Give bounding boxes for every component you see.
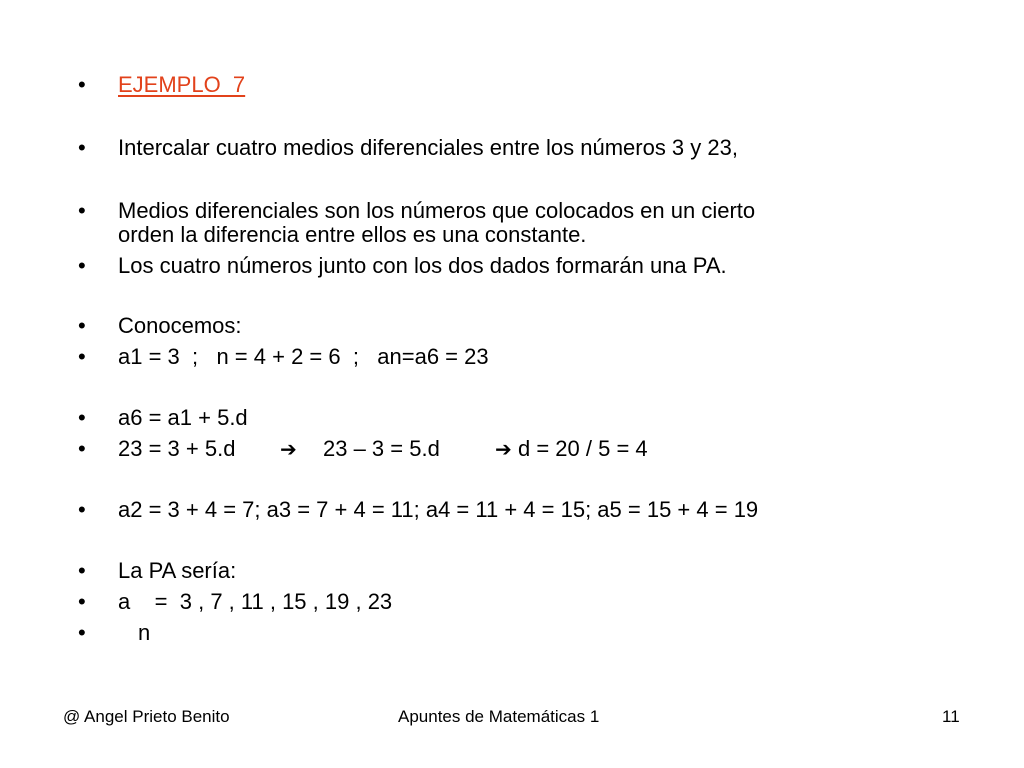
- footer-course: Apuntes de Matemáticas 1: [398, 707, 600, 726]
- bullet-icon: •: [78, 405, 86, 430]
- bullet-icon: •: [78, 198, 86, 223]
- bullet-icon: •: [78, 589, 86, 614]
- formula-text: a6 = a1 + 5.d: [118, 405, 248, 430]
- terms-text: a2 = 3 + 4 = 7; a3 = 7 + 4 = 11; a4 = 11 + 4 = 15; a5 = 15 + 4 = 19: [118, 497, 759, 522]
- bullet-icon: •: [78, 620, 86, 645]
- pa-note-text: Los cuatro números junto con los dos dados formarán una PA.: [118, 253, 727, 278]
- definition-line-1: Medios diferenciales son los números que colocados en un cierto: [118, 198, 756, 223]
- arrow-right-icon: ➔: [280, 437, 297, 461]
- known-label: Conocemos:: [118, 313, 242, 338]
- bullet-icon: •: [78, 436, 86, 461]
- footer-page-number: 11: [942, 707, 960, 726]
- bullet-icon: •: [78, 497, 86, 522]
- result-sequence: a = 3 , 7 , 11 , 15 , 19 , 23: [118, 589, 393, 614]
- arrow-right-icon: ➔: [495, 437, 512, 461]
- bullet-icon: •: [78, 135, 86, 160]
- known-values: a1 = 3 ; n = 4 + 2 = 6 ; an=a6 = 23: [118, 344, 489, 369]
- result-label: La PA sería:: [118, 558, 237, 583]
- intro-text: Intercalar cuatro medios diferenciales entre los números 3 y 23,: [118, 135, 738, 160]
- bullet-icon: •: [78, 253, 86, 278]
- example-heading: EJEMPLO_7: [118, 72, 246, 97]
- bullet-icon: •: [78, 72, 86, 97]
- bullet-icon: •: [78, 313, 86, 338]
- bullet-icon: •: [78, 344, 86, 369]
- solve-step-2: 23 – 3 = 5.d: [323, 436, 440, 461]
- solve-step-3: d = 20 / 5 = 4: [518, 436, 648, 461]
- bullet-icon: •: [78, 558, 86, 583]
- solve-step-1: 23 = 3 + 5.d: [118, 436, 236, 461]
- definition-line-2: orden la diferencia entre ellos es una constante.: [118, 222, 587, 247]
- result-subscript: n: [138, 620, 151, 645]
- footer-author: @ Angel Prieto Benito: [63, 707, 230, 726]
